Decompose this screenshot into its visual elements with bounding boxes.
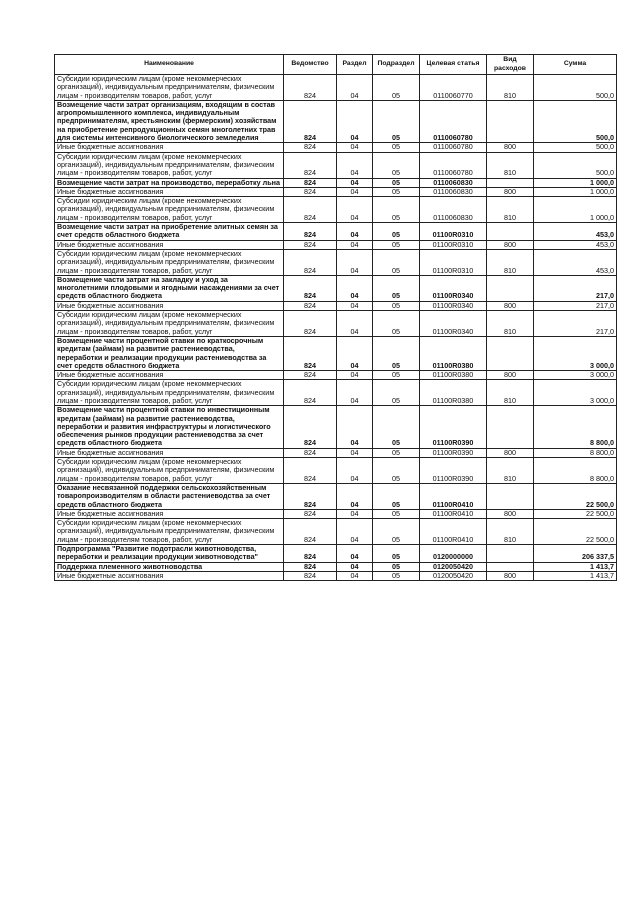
cell-statya: 0110060770 xyxy=(420,75,487,101)
table-body xyxy=(55,75,617,581)
cell-vedomstvo: 824 xyxy=(284,406,337,448)
cell-podrazdel: 05 xyxy=(373,380,420,406)
header-podrazdel: Подраздел xyxy=(373,55,420,75)
cell-vid: 800 xyxy=(487,371,534,380)
cell-summa: 22 500,0 xyxy=(534,483,617,509)
cell-razdel: 04 xyxy=(337,178,373,187)
cell-vid: 800 xyxy=(487,240,534,249)
cell-statya: 0120050420 xyxy=(420,562,487,571)
cell-statya: 0110060830 xyxy=(420,178,487,187)
cell-summa: 217,0 xyxy=(534,311,617,337)
table-row xyxy=(55,75,617,101)
cell-summa: 453,0 xyxy=(534,249,617,275)
cell-razdel: 04 xyxy=(337,311,373,337)
cell-vedomstvo: 824 xyxy=(284,223,337,241)
cell-vid: 800 xyxy=(487,301,534,310)
cell-vid: 800 xyxy=(487,509,534,518)
cell-vid: 810 xyxy=(487,249,534,275)
cell-name: Оказание несвязанной поддержки сельскохозяйственным товаропроизводителям в области растениеводства за счет средств областного бюджета xyxy=(55,483,284,509)
cell-summa: 500,0 xyxy=(534,75,617,101)
cell-razdel: 04 xyxy=(337,458,373,484)
cell-name: Субсидии юридическим лицам (кроме некоммерческих организаций), индивидуальным предпринимателям, физическим лицам - производителям товаров, работ, услуг xyxy=(55,75,284,101)
cell-podrazdel: 05 xyxy=(373,336,420,370)
cell-vedomstvo: 824 xyxy=(284,301,337,310)
cell-podrazdel: 05 xyxy=(373,240,420,249)
document-page xyxy=(54,54,616,581)
cell-razdel: 04 xyxy=(337,406,373,448)
cell-vid xyxy=(487,275,534,301)
cell-vedomstvo: 824 xyxy=(284,197,337,223)
table-row xyxy=(55,458,617,484)
table-row xyxy=(55,406,617,448)
cell-statya: 0110060780 xyxy=(420,152,487,178)
cell-summa: 500,0 xyxy=(534,152,617,178)
cell-statya: 01100R0410 xyxy=(420,509,487,518)
cell-vedomstvo: 824 xyxy=(284,483,337,509)
cell-name: Возмещение части процентной ставки по краткосрочным кредитам (займам) на развитие растениеводства, переработки и реализации продукции растениеводства за счет средств областного бюджета xyxy=(55,336,284,370)
cell-summa: 1 000,0 xyxy=(534,178,617,187)
cell-statya: 01100R0340 xyxy=(420,301,487,310)
cell-summa: 8 800,0 xyxy=(534,458,617,484)
cell-statya: 01100R0310 xyxy=(420,249,487,275)
cell-podrazdel: 05 xyxy=(373,100,420,142)
cell-name: Иные бюджетные ассигнования xyxy=(55,371,284,380)
cell-name: Иные бюджетные ассигнования xyxy=(55,143,284,152)
cell-name: Субсидии юридическим лицам (кроме некоммерческих организаций), индивидуальным предпринимателям, физическим лицам - производителям товаров, работ, услуг xyxy=(55,249,284,275)
cell-razdel: 04 xyxy=(337,143,373,152)
table-row xyxy=(55,545,617,563)
cell-vid xyxy=(487,336,534,370)
cell-name: Возмещение части затрат на закладку и уход за многолетними плодовыми и ягодными насаждениями за счет средств областного бюджета xyxy=(55,275,284,301)
cell-statya: 0110060780 xyxy=(420,143,487,152)
table-row xyxy=(55,197,617,223)
cell-podrazdel: 05 xyxy=(373,483,420,509)
cell-summa: 217,0 xyxy=(534,275,617,301)
header-vedomstvo: Ведомство xyxy=(284,55,337,75)
cell-razdel: 04 xyxy=(337,371,373,380)
cell-vedomstvo: 824 xyxy=(284,75,337,101)
cell-vedomstvo: 824 xyxy=(284,100,337,142)
cell-summa: 1 413,7 xyxy=(534,562,617,571)
cell-razdel: 04 xyxy=(337,275,373,301)
cell-statya: 0110060830 xyxy=(420,187,487,196)
cell-summa: 500,0 xyxy=(534,143,617,152)
cell-podrazdel: 05 xyxy=(373,311,420,337)
cell-vid: 800 xyxy=(487,143,534,152)
cell-vedomstvo: 824 xyxy=(284,562,337,571)
table-row xyxy=(55,223,617,241)
cell-name: Подпрограмма "Развитие подотрасли животноводства, переработки и реализации продукции животноводства" xyxy=(55,545,284,563)
cell-podrazdel: 05 xyxy=(373,301,420,310)
cell-name: Иные бюджетные ассигнования xyxy=(55,240,284,249)
cell-razdel: 04 xyxy=(337,75,373,101)
cell-name: Субсидии юридическим лицам (кроме некоммерческих организаций), индивидуальным предпринимателям, физическим лицам - производителям товаров, работ, услуг xyxy=(55,380,284,406)
cell-statya: 01100R0390 xyxy=(420,448,487,457)
cell-statya: 01100R0410 xyxy=(420,519,487,545)
cell-podrazdel: 05 xyxy=(373,223,420,241)
cell-summa: 3 000,0 xyxy=(534,380,617,406)
cell-statya: 01100R0390 xyxy=(420,458,487,484)
cell-vid: 810 xyxy=(487,197,534,223)
cell-statya: 01100R0340 xyxy=(420,311,487,337)
cell-summa: 8 800,0 xyxy=(534,448,617,457)
cell-podrazdel: 05 xyxy=(373,143,420,152)
cell-statya: 0110060830 xyxy=(420,197,487,223)
cell-razdel: 04 xyxy=(337,336,373,370)
cell-podrazdel: 05 xyxy=(373,152,420,178)
cell-summa: 22 500,0 xyxy=(534,519,617,545)
cell-vid xyxy=(487,100,534,142)
cell-vedomstvo: 824 xyxy=(284,509,337,518)
cell-razdel: 04 xyxy=(337,187,373,196)
table-row xyxy=(55,249,617,275)
cell-razdel: 04 xyxy=(337,571,373,580)
cell-razdel: 04 xyxy=(337,545,373,563)
cell-vid: 810 xyxy=(487,458,534,484)
cell-statya: 01100R0310 xyxy=(420,240,487,249)
cell-podrazdel: 05 xyxy=(373,371,420,380)
cell-vedomstvo: 824 xyxy=(284,571,337,580)
cell-vedomstvo: 824 xyxy=(284,448,337,457)
cell-vid: 810 xyxy=(487,519,534,545)
table-row xyxy=(55,100,617,142)
table-row xyxy=(55,380,617,406)
table-row xyxy=(55,143,617,152)
cell-razdel: 04 xyxy=(337,448,373,457)
table-row xyxy=(55,519,617,545)
cell-name: Иные бюджетные ассигнования xyxy=(55,187,284,196)
cell-summa: 3 000,0 xyxy=(534,336,617,370)
cell-vid: 800 xyxy=(487,187,534,196)
cell-vedomstvo: 824 xyxy=(284,380,337,406)
cell-vedomstvo: 824 xyxy=(284,187,337,196)
cell-podrazdel: 05 xyxy=(373,275,420,301)
cell-statya: 01100R0340 xyxy=(420,275,487,301)
cell-name: Возмещение части затрат на приобретение элитных семян за счет средств областного бюджета xyxy=(55,223,284,241)
cell-razdel: 04 xyxy=(337,249,373,275)
cell-razdel: 04 xyxy=(337,483,373,509)
cell-summa: 3 000,0 xyxy=(534,371,617,380)
cell-podrazdel: 05 xyxy=(373,448,420,457)
cell-name: Возмещение части процентной ставки по инвестиционным кредитам (займам) на развитие растениеводства, переработки и развития инфраструктуры и логистического обеспечения рынков продукции растениеводства за счет средств областного бюджета xyxy=(55,406,284,448)
cell-summa: 206 337,5 xyxy=(534,545,617,563)
cell-vid xyxy=(487,178,534,187)
cell-vid: 810 xyxy=(487,75,534,101)
cell-vedomstvo: 824 xyxy=(284,275,337,301)
cell-vedomstvo: 824 xyxy=(284,178,337,187)
cell-name: Субсидии юридическим лицам (кроме некоммерческих организаций), индивидуальным предпринимателям, физическим лицам - производителям товаров, работ, услуг xyxy=(55,519,284,545)
table-header-row xyxy=(55,55,617,75)
cell-podrazdel: 05 xyxy=(373,519,420,545)
cell-podrazdel: 05 xyxy=(373,197,420,223)
cell-summa: 500,0 xyxy=(534,100,617,142)
cell-summa: 217,0 xyxy=(534,301,617,310)
cell-name: Иные бюджетные ассигнования xyxy=(55,301,284,310)
cell-vid xyxy=(487,223,534,241)
cell-vedomstvo: 824 xyxy=(284,458,337,484)
cell-vid xyxy=(487,483,534,509)
table-row xyxy=(55,336,617,370)
cell-name: Субсидии юридическим лицам (кроме некоммерческих организаций), индивидуальным предпринимателям, физическим лицам - производителям товаров, работ, услуг xyxy=(55,197,284,223)
cell-vedomstvo: 824 xyxy=(284,240,337,249)
cell-podrazdel: 05 xyxy=(373,406,420,448)
cell-razdel: 04 xyxy=(337,152,373,178)
cell-vid xyxy=(487,406,534,448)
table-row xyxy=(55,275,617,301)
cell-summa: 1 000,0 xyxy=(534,187,617,196)
cell-name: Субсидии юридическим лицам (кроме некоммерческих организаций), индивидуальным предпринимателям, физическим лицам - производителям товаров, работ, услуг xyxy=(55,152,284,178)
cell-name: Субсидии юридическим лицам (кроме некоммерческих организаций), индивидуальным предпринимателям, физическим лицам - производителям товаров, работ, услуг xyxy=(55,311,284,337)
cell-statya: 01100R0380 xyxy=(420,371,487,380)
cell-podrazdel: 05 xyxy=(373,509,420,518)
cell-podrazdel: 05 xyxy=(373,249,420,275)
cell-vid: 810 xyxy=(487,380,534,406)
table-row xyxy=(55,483,617,509)
cell-name: Возмещение части затрат на производство, переработку льна xyxy=(55,178,284,187)
cell-vid: 800 xyxy=(487,571,534,580)
cell-razdel: 04 xyxy=(337,509,373,518)
cell-name: Иные бюджетные ассигнования xyxy=(55,509,284,518)
cell-vedomstvo: 824 xyxy=(284,371,337,380)
cell-razdel: 04 xyxy=(337,240,373,249)
cell-razdel: 04 xyxy=(337,380,373,406)
cell-statya: 01100R0380 xyxy=(420,336,487,370)
cell-podrazdel: 05 xyxy=(373,75,420,101)
cell-summa: 1 000,0 xyxy=(534,197,617,223)
cell-statya: 0120050420 xyxy=(420,571,487,580)
cell-summa: 453,0 xyxy=(534,240,617,249)
cell-vid xyxy=(487,545,534,563)
cell-podrazdel: 05 xyxy=(373,178,420,187)
cell-name: Возмещение части затрат организациям, входящим в состав агропромышленного комплекса, индивидуальным предпринимателям, крестьянским (фермерским) хозяйствам на приобретение репродукционных семян многолетних трав для системы интенсивного биологического земледелия xyxy=(55,100,284,142)
cell-razdel: 04 xyxy=(337,519,373,545)
budget-table xyxy=(54,54,617,581)
cell-podrazdel: 05 xyxy=(373,187,420,196)
cell-vedomstvo: 824 xyxy=(284,249,337,275)
header-name: Наименование xyxy=(55,55,284,75)
cell-vedomstvo: 824 xyxy=(284,545,337,563)
cell-vedomstvo: 824 xyxy=(284,311,337,337)
cell-name: Иные бюджетные ассигнования xyxy=(55,448,284,457)
cell-summa: 1 413,7 xyxy=(534,571,617,580)
cell-vedomstvo: 824 xyxy=(284,519,337,545)
cell-statya: 01100R0390 xyxy=(420,406,487,448)
cell-vid: 810 xyxy=(487,152,534,178)
header-statya: Целевая статья xyxy=(420,55,487,75)
header-summa: Сумма xyxy=(534,55,617,75)
cell-razdel: 04 xyxy=(337,301,373,310)
header-vid: Вид расходов xyxy=(487,55,534,75)
table-row xyxy=(55,152,617,178)
cell-vedomstvo: 824 xyxy=(284,152,337,178)
table-row xyxy=(55,311,617,337)
cell-vedomstvo: 824 xyxy=(284,336,337,370)
table-row xyxy=(55,178,617,187)
table-row xyxy=(55,571,617,580)
cell-statya: 01100R0310 xyxy=(420,223,487,241)
cell-name: Иные бюджетные ассигнования xyxy=(55,571,284,580)
cell-vid: 800 xyxy=(487,448,534,457)
cell-razdel: 04 xyxy=(337,197,373,223)
cell-razdel: 04 xyxy=(337,223,373,241)
cell-podrazdel: 05 xyxy=(373,562,420,571)
cell-podrazdel: 05 xyxy=(373,571,420,580)
cell-statya: 0120000000 xyxy=(420,545,487,563)
cell-vid: 810 xyxy=(487,311,534,337)
cell-podrazdel: 05 xyxy=(373,458,420,484)
cell-name: Поддержка племенного животноводства xyxy=(55,562,284,571)
cell-statya: 01100R0410 xyxy=(420,483,487,509)
cell-podrazdel: 05 xyxy=(373,545,420,563)
cell-razdel: 04 xyxy=(337,100,373,142)
cell-statya: 01100R0380 xyxy=(420,380,487,406)
cell-statya: 0110060780 xyxy=(420,100,487,142)
cell-razdel: 04 xyxy=(337,562,373,571)
cell-summa: 453,0 xyxy=(534,223,617,241)
cell-vedomstvo: 824 xyxy=(284,143,337,152)
cell-name: Субсидии юридическим лицам (кроме некоммерческих организаций), индивидуальным предпринимателям, физическим лицам - производителям товаров, работ, услуг xyxy=(55,458,284,484)
cell-summa: 22 500,0 xyxy=(534,509,617,518)
cell-summa: 8 800,0 xyxy=(534,406,617,448)
header-razdel: Раздел xyxy=(337,55,373,75)
